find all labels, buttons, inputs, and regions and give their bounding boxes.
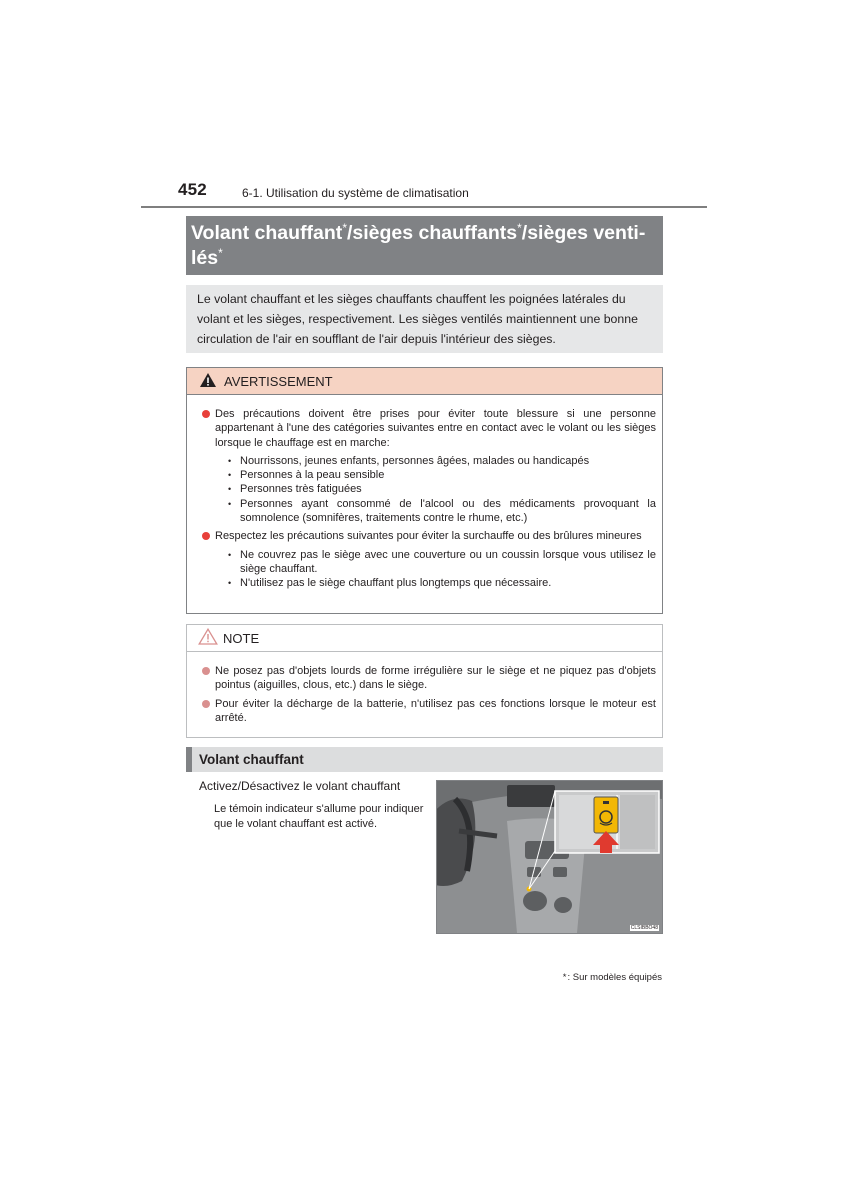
- warning-sub-list: [215, 548, 656, 591]
- section-heading: 6-1. Utilisation du système de climatisation: [242, 186, 469, 200]
- dashboard-illustration: [436, 780, 663, 934]
- item-description: Le témoin indicateur s'allume pour indiquer que le volant chauffant est activé.: [214, 803, 424, 830]
- warning-box: [186, 367, 663, 614]
- warning-sub-list: [215, 454, 656, 525]
- title-part-1: Volant chauffant: [191, 222, 343, 244]
- item-title: Activez/Désactivez le volant chauffant: [199, 779, 401, 793]
- warning-triangle-icon: [199, 372, 224, 391]
- note-item: [202, 664, 656, 693]
- note-item-text: Pour éviter la décharge de la batterie, n'utilisez pas ces fonctions lorsque le moteur est arrêté.: [215, 697, 656, 724]
- warning-body: [187, 395, 662, 591]
- page-title: [186, 216, 663, 275]
- warning-item-text: Des précautions doivent être prises pour éviter toute blessure si une personne appartenant à l'une des catégories suivantes entre en contact avec le volant ou les sièges lorsque le chauffage est en marche:: [215, 408, 656, 449]
- footnote: [563, 972, 662, 983]
- warning-bullet-icon: [202, 532, 210, 540]
- dashboard-drawing: [437, 781, 662, 933]
- footnote-text: : Sur modèles équipés: [567, 972, 662, 983]
- sub-list-item: • N'utilisez pas le siège chauffant plus longtemps que nécessaire.: [215, 576, 656, 590]
- note-bullet-icon: [202, 700, 210, 708]
- warning-bullet-icon: [202, 410, 210, 418]
- sub-list-item: • Nourrissons, jeunes enfants, personnes âgées, malades ou handicapés: [215, 454, 656, 468]
- title-star-1: *: [342, 221, 347, 235]
- warning-header: [187, 368, 662, 395]
- note-bullet-icon: [202, 667, 210, 675]
- image-code: CLSIBBO48: [630, 925, 658, 931]
- title-part-2: /sièges chauffants: [346, 222, 518, 244]
- warning-heading: AVERTISSEMENT: [224, 373, 333, 389]
- note-box: [186, 624, 663, 738]
- title-star-2: *: [517, 221, 522, 235]
- intro-paragraph: Le volant chauffant et les sièges chauffants chauffent les poignées latérales du volant et les sièges, respectivement. Les sièges ventilés maintiennent une bonne circulation de l'air en soufflant de l'air depuis l'intérieur des sièges.: [186, 285, 663, 353]
- title-part-3: /sièges venti-: [521, 222, 646, 244]
- warning-item: [202, 529, 656, 590]
- sub-list-item: • Personnes ayant consommé de l'alcool ou des médicaments provoquant la somnolence (somnifères, traitements contre le rhume, etc.): [215, 497, 656, 526]
- sub-list-item: • Ne couvrez pas le siège avec une couverture ou un coussin lorsque vous utilisez le siège chauffant.: [215, 548, 656, 577]
- caution-triangle-icon: [198, 628, 223, 648]
- warning-item-text: Respectez les précautions suivantes pour éviter la surchauffe ou des brûlures mineures: [215, 530, 642, 543]
- title-part-4: lés: [191, 247, 219, 269]
- title-star-3: *: [218, 246, 223, 260]
- note-header: [187, 625, 662, 652]
- note-item-text: Ne posez pas d'objets lourds de forme irrégulière sur le siège et ne piquez pas d'objets pointus (aiguilles, clous, etc.) dans le siège.: [215, 665, 656, 692]
- warning-item: [202, 407, 656, 525]
- footnote-star: *: [562, 972, 567, 983]
- note-body: [187, 652, 662, 725]
- subsection-title: Volant chauffant: [186, 747, 663, 772]
- header-rule: [141, 206, 707, 208]
- sub-list-item: • Personnes très fatiguées: [215, 482, 656, 496]
- page-number: 452: [178, 180, 207, 199]
- sub-list-item: • Personnes à la peau sensible: [215, 468, 656, 482]
- note-heading: NOTE: [223, 630, 260, 646]
- note-item: [202, 697, 656, 726]
